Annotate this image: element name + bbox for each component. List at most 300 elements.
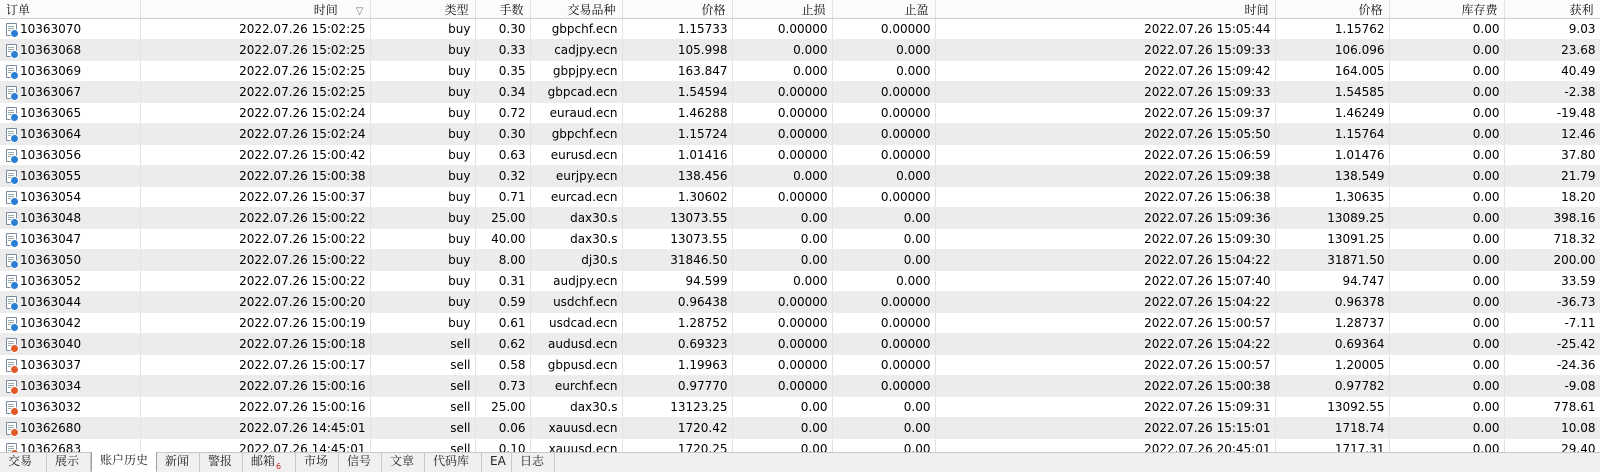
cell-close-price: 1718.74: [1275, 418, 1389, 439]
cell-close-price: 164.005: [1275, 61, 1389, 82]
terminal-tab-bar: [0, 452, 1600, 472]
cell-open-price: 163.847: [622, 61, 732, 82]
column-header-type[interactable]: 类型: [370, 0, 475, 19]
column-header-profit[interactable]: 获利: [1504, 0, 1600, 19]
cell-stop-loss: 0.00000: [732, 19, 832, 40]
cell-swap: 0.00: [1389, 418, 1504, 439]
cell-close-time: 2022.07.26 20:45:01: [935, 439, 1275, 453]
cell-close-time: 2022.07.26 15:04:22: [935, 292, 1275, 313]
cell-take-profit: 0.00000: [832, 376, 935, 397]
cell-open-price: 0.69323: [622, 334, 732, 355]
cell-close-time: 2022.07.26 15:09:31: [935, 397, 1275, 418]
column-header-take-profit[interactable]: 止盈: [832, 0, 935, 19]
cell-swap: 0.00: [1389, 397, 1504, 418]
cell-stop-loss: 0.00000: [732, 376, 832, 397]
cell-volume: 25.00: [475, 208, 530, 229]
cell-open-time: 2022.07.26 15:00:38: [140, 166, 370, 187]
buy-order-icon: [6, 149, 17, 162]
cell-open-price: 31846.50: [622, 250, 732, 271]
table-row[interactable]: [0, 271, 1600, 292]
cell-symbol: eurchf.ecn: [530, 376, 622, 397]
cell-volume: 0.31: [475, 271, 530, 292]
cell-take-profit: 0.00: [832, 397, 935, 418]
cell-order-id: 10363054: [0, 187, 140, 208]
cell-take-profit: 0.00000: [832, 145, 935, 166]
cell-stop-loss: 0.00: [732, 229, 832, 250]
tab-7[interactable]: [339, 453, 382, 472]
cell-take-profit: 0.00000: [832, 292, 935, 313]
table-row[interactable]: [0, 250, 1600, 271]
sell-order-icon: [6, 443, 17, 452]
cell-close-price: 1.15764: [1275, 124, 1389, 145]
sell-order-icon: [6, 359, 17, 372]
cell-profit: 21.79: [1504, 166, 1600, 187]
cell-order-id: 10363064: [0, 124, 140, 145]
cell-close-time: 2022.07.26 15:09:36: [935, 208, 1275, 229]
cell-open-price: 1.46288: [622, 103, 732, 124]
cell-swap: 0.00: [1389, 313, 1504, 334]
buy-order-icon: [6, 44, 17, 57]
cell-close-price: 138.549: [1275, 166, 1389, 187]
cell-volume: 0.34: [475, 82, 530, 103]
cell-open-price: 1720.25: [622, 439, 732, 453]
tab-label: 交易: [8, 454, 33, 468]
cell-volume: 8.00: [475, 250, 530, 271]
tab-label: 邮箱: [251, 454, 276, 468]
cell-order-id: 10363070: [0, 19, 140, 40]
cell-symbol: gbpusd.ecn: [530, 355, 622, 376]
cell-open-price: 1.54594: [622, 82, 732, 103]
cell-close-price: 1.30635: [1275, 187, 1389, 208]
table-row[interactable]: [0, 313, 1600, 334]
cell-symbol: eurusd.ecn: [530, 145, 622, 166]
cell-order-id: 10363040: [0, 334, 140, 355]
cell-profit: 10.08: [1504, 418, 1600, 439]
table-row[interactable]: [0, 103, 1600, 124]
cell-profit: 398.16: [1504, 208, 1600, 229]
cell-stop-loss: 0.00: [732, 397, 832, 418]
buy-order-icon: [6, 275, 17, 288]
cell-open-price: 1.15724: [622, 124, 732, 145]
table-row[interactable]: [0, 208, 1600, 229]
buy-order-icon: [6, 191, 17, 204]
cell-close-time: 2022.07.26 15:06:59: [935, 145, 1275, 166]
cell-trade-type: sell: [370, 418, 475, 439]
cell-close-time: 2022.07.26 15:09:37: [935, 103, 1275, 124]
cell-take-profit: 0.00: [832, 439, 935, 453]
cell-close-price: 13089.25: [1275, 208, 1389, 229]
cell-trade-type: sell: [370, 376, 475, 397]
cell-profit: 29.40: [1504, 439, 1600, 453]
column-header-close-time[interactable]: 时间: [935, 0, 1275, 19]
table-row[interactable]: [0, 187, 1600, 208]
cell-take-profit: 0.000: [832, 271, 935, 292]
cell-open-time: 2022.07.26 15:02:24: [140, 103, 370, 124]
tab-label: 市场: [304, 454, 329, 468]
cell-close-time: 2022.07.26 15:06:38: [935, 187, 1275, 208]
cell-open-price: 13123.25: [622, 397, 732, 418]
cell-trade-type: buy: [370, 103, 475, 124]
cell-profit: 33.59: [1504, 271, 1600, 292]
cell-volume: 0.61: [475, 313, 530, 334]
cell-close-time: 2022.07.26 15:09:33: [935, 82, 1275, 103]
buy-order-icon: [6, 23, 17, 36]
cell-trade-type: buy: [370, 61, 475, 82]
tab-label: 新闻: [165, 454, 190, 468]
cell-open-time: 2022.07.26 15:00:22: [140, 208, 370, 229]
cell-open-time: 2022.07.26 15:00:37: [140, 187, 370, 208]
cell-open-time: 2022.07.26 15:00:42: [140, 145, 370, 166]
buy-order-icon: [6, 254, 17, 267]
cell-trade-type: buy: [370, 82, 475, 103]
cell-swap: 0.00: [1389, 124, 1504, 145]
cell-swap: 0.00: [1389, 103, 1504, 124]
table-row[interactable]: [0, 82, 1600, 103]
cell-trade-type: sell: [370, 397, 475, 418]
column-header-symbol[interactable]: 交易品种: [530, 0, 622, 19]
table-row[interactable]: [0, 334, 1600, 355]
cell-swap: 0.00: [1389, 82, 1504, 103]
tab-4[interactable]: [200, 453, 243, 472]
buy-order-icon: [6, 170, 17, 183]
cell-stop-loss: 0.00000: [732, 355, 832, 376]
cell-symbol: dj30.s: [530, 250, 622, 271]
cell-close-price: 31871.50: [1275, 250, 1389, 271]
cell-trade-type: sell: [370, 334, 475, 355]
sell-order-icon: [6, 380, 17, 393]
buy-order-icon: [6, 128, 17, 141]
cell-order-id: 10363055: [0, 166, 140, 187]
cell-open-price: 13073.55: [622, 208, 732, 229]
cell-open-price: 1.30602: [622, 187, 732, 208]
cell-take-profit: 0.000: [832, 166, 935, 187]
column-header-open-time[interactable]: 时间 ▽: [140, 0, 370, 19]
column-header-close-price[interactable]: 价格: [1275, 0, 1389, 19]
table-row[interactable]: [0, 124, 1600, 145]
cell-swap: 0.00: [1389, 187, 1504, 208]
cell-stop-loss: 0.00000: [732, 103, 832, 124]
cell-stop-loss: 0.00: [732, 418, 832, 439]
cell-swap: 0.00: [1389, 271, 1504, 292]
cell-open-price: 138.456: [622, 166, 732, 187]
cell-stop-loss: 0.00000: [732, 292, 832, 313]
cell-open-price: 105.998: [622, 40, 732, 61]
cell-trade-type: sell: [370, 355, 475, 376]
table-row[interactable]: [0, 145, 1600, 166]
cell-symbol: gbpcad.ecn: [530, 82, 622, 103]
cell-trade-type: buy: [370, 229, 475, 250]
cell-swap: 0.00: [1389, 292, 1504, 313]
tab-11[interactable]: [512, 453, 555, 472]
cell-symbol: audusd.ecn: [530, 334, 622, 355]
cell-close-price: 0.69364: [1275, 334, 1389, 355]
table-row[interactable]: [0, 40, 1600, 61]
cell-open-time: 2022.07.26 15:02:25: [140, 40, 370, 61]
cell-profit: 718.32: [1504, 229, 1600, 250]
cell-take-profit: 0.00: [832, 229, 935, 250]
cell-swap: 0.00: [1389, 439, 1504, 453]
cell-stop-loss: 0.00000: [732, 334, 832, 355]
cell-open-time: 2022.07.26 14:45:01: [140, 439, 370, 453]
cell-symbol: dax30.s: [530, 397, 622, 418]
cell-close-price: 1.54585: [1275, 82, 1389, 103]
cell-open-price: 1.19963: [622, 355, 732, 376]
cell-profit: 37.80: [1504, 145, 1600, 166]
tab-label: 账户历史: [100, 453, 149, 467]
cell-order-id: 10363050: [0, 250, 140, 271]
cell-symbol: dax30.s: [530, 208, 622, 229]
cell-stop-loss: 0.00000: [732, 145, 832, 166]
cell-symbol: gbpchf.ecn: [530, 124, 622, 145]
cell-close-time: 2022.07.26 15:09:42: [935, 61, 1275, 82]
cell-profit: 9.03: [1504, 19, 1600, 40]
sell-order-icon: [6, 338, 17, 351]
tab-6[interactable]: [296, 453, 339, 472]
cell-profit: 778.61: [1504, 397, 1600, 418]
cell-take-profit: 0.00000: [832, 82, 935, 103]
cell-trade-type: sell: [370, 439, 475, 453]
cell-swap: 0.00: [1389, 250, 1504, 271]
cell-order-id: 10363067: [0, 82, 140, 103]
buy-order-icon: [6, 296, 17, 309]
cell-open-price: 1.01416: [622, 145, 732, 166]
cell-close-price: 1717.31: [1275, 439, 1389, 453]
cell-close-time: 2022.07.26 15:07:40: [935, 271, 1275, 292]
column-header-volume[interactable]: 手数: [475, 0, 530, 19]
cell-profit: -9.08: [1504, 376, 1600, 397]
sell-order-icon: [6, 401, 17, 414]
cell-open-price: 94.599: [622, 271, 732, 292]
cell-take-profit: 0.00000: [832, 187, 935, 208]
cell-open-time: 2022.07.26 15:00:16: [140, 376, 370, 397]
cell-stop-loss: 0.00000: [732, 82, 832, 103]
column-header-swap[interactable]: 库存费: [1389, 0, 1504, 19]
cell-close-time: 2022.07.26 15:00:57: [935, 355, 1275, 376]
cell-symbol: euraud.ecn: [530, 103, 622, 124]
cell-swap: 0.00: [1389, 376, 1504, 397]
table-row[interactable]: [0, 166, 1600, 187]
cell-open-price: 1.15733: [622, 19, 732, 40]
cell-close-price: 1.01476: [1275, 145, 1389, 166]
table-header-row: [0, 0, 1600, 19]
cell-open-price: 0.96438: [622, 292, 732, 313]
cell-take-profit: 0.00000: [832, 124, 935, 145]
cell-order-id: 10363068: [0, 40, 140, 61]
cell-symbol: gbpchf.ecn: [530, 19, 622, 40]
cell-close-price: 13092.55: [1275, 397, 1389, 418]
cell-open-price: 1720.42: [622, 418, 732, 439]
cell-order-id: 10363056: [0, 145, 140, 166]
cell-volume: 0.35: [475, 61, 530, 82]
cell-open-time: 2022.07.26 15:00:17: [140, 355, 370, 376]
buy-order-icon: [6, 233, 17, 246]
cell-order-id: 10363044: [0, 292, 140, 313]
table-row[interactable]: [0, 418, 1600, 439]
cell-trade-type: buy: [370, 271, 475, 292]
buy-order-icon: [6, 65, 17, 78]
tab-label: EA: [490, 454, 506, 468]
cell-stop-loss: 0.00000: [732, 187, 832, 208]
sort-descending-icon: ▽: [355, 5, 364, 17]
cell-symbol: cadjpy.ecn: [530, 40, 622, 61]
cell-close-time: 2022.07.26 15:09:38: [935, 166, 1275, 187]
cell-stop-loss: 0.00: [732, 250, 832, 271]
cell-stop-loss: 0.00000: [732, 313, 832, 334]
tab-10[interactable]: [482, 453, 512, 472]
cell-open-time: 2022.07.26 15:02:25: [140, 61, 370, 82]
cell-symbol: usdchf.ecn: [530, 292, 622, 313]
cell-symbol: gbpjpy.ecn: [530, 61, 622, 82]
cell-order-id: 10363048: [0, 208, 140, 229]
column-header-open-price[interactable]: 价格: [622, 0, 732, 19]
tab-label: 文章: [390, 454, 415, 468]
tab-0[interactable]: [0, 453, 47, 472]
cell-open-price: 13073.55: [622, 229, 732, 250]
cell-profit: 12.46: [1504, 124, 1600, 145]
cell-stop-loss: 0.00: [732, 208, 832, 229]
table-row[interactable]: [0, 355, 1600, 376]
cell-profit: 40.49: [1504, 61, 1600, 82]
tab-8[interactable]: [382, 453, 425, 472]
tab-3[interactable]: [157, 453, 200, 472]
cell-open-time: 2022.07.26 15:00:22: [140, 271, 370, 292]
cell-close-price: 94.747: [1275, 271, 1389, 292]
buy-order-icon: [6, 107, 17, 120]
cell-order-id: 10363052: [0, 271, 140, 292]
cell-swap: 0.00: [1389, 208, 1504, 229]
cell-swap: 0.00: [1389, 355, 1504, 376]
cell-take-profit: 0.00000: [832, 313, 935, 334]
cell-volume: 0.33: [475, 40, 530, 61]
buy-order-icon: [6, 317, 17, 330]
table-row[interactable]: [0, 229, 1600, 250]
mail-count-badge: 6: [276, 462, 282, 471]
column-header-stop-loss[interactable]: 止损: [732, 0, 832, 19]
cell-swap: 0.00: [1389, 19, 1504, 40]
cell-close-price: 1.28737: [1275, 313, 1389, 334]
cell-stop-loss: 0.00000: [732, 124, 832, 145]
cell-take-profit: 0.00000: [832, 19, 935, 40]
cell-take-profit: 0.00: [832, 418, 935, 439]
tab-label: 日志: [520, 454, 545, 468]
cell-symbol: eurjpy.ecn: [530, 166, 622, 187]
table-row[interactable]: [0, 61, 1600, 82]
cell-open-time: 2022.07.26 15:00:22: [140, 250, 370, 271]
cell-open-time: 2022.07.26 15:02:25: [140, 19, 370, 40]
cell-order-id: 10363042: [0, 313, 140, 334]
table-row[interactable]: [0, 439, 1600, 453]
cell-stop-loss: 0.000: [732, 40, 832, 61]
cell-trade-type: buy: [370, 145, 475, 166]
cell-stop-loss: 0.000: [732, 271, 832, 292]
cell-volume: 0.72: [475, 103, 530, 124]
cell-close-time: 2022.07.26 15:00:38: [935, 376, 1275, 397]
tab-1[interactable]: [47, 453, 91, 472]
cell-trade-type: buy: [370, 292, 475, 313]
cell-order-id: 10363065: [0, 103, 140, 124]
tab-2[interactable]: [91, 452, 157, 472]
cell-volume: 0.63: [475, 145, 530, 166]
cell-take-profit: 0.000: [832, 61, 935, 82]
table-row[interactable]: [0, 397, 1600, 418]
cell-take-profit: 0.00: [832, 208, 935, 229]
cell-open-price: 0.97770: [622, 376, 732, 397]
cell-close-time: 2022.07.26 15:05:50: [935, 124, 1275, 145]
cell-volume: 0.59: [475, 292, 530, 313]
tab-label: 展示: [55, 454, 80, 468]
cell-trade-type: buy: [370, 124, 475, 145]
cell-swap: 0.00: [1389, 166, 1504, 187]
cell-symbol: audjpy.ecn: [530, 271, 622, 292]
cell-order-id: 10363032: [0, 397, 140, 418]
cell-volume: 0.73: [475, 376, 530, 397]
cell-open-time: 2022.07.26 15:00:19: [140, 313, 370, 334]
cell-swap: 0.00: [1389, 334, 1504, 355]
cell-order-id: 10363069: [0, 61, 140, 82]
tab-label: 信号: [347, 454, 372, 468]
cell-symbol: xauusd.ecn: [530, 418, 622, 439]
cell-profit: 200.00: [1504, 250, 1600, 271]
cell-volume: 0.62: [475, 334, 530, 355]
cell-swap: 0.00: [1389, 61, 1504, 82]
cell-close-price: 1.20005: [1275, 355, 1389, 376]
cell-close-price: 1.46249: [1275, 103, 1389, 124]
cell-stop-loss: 0.000: [732, 166, 832, 187]
cell-trade-type: buy: [370, 313, 475, 334]
tab-label: 代码库: [433, 454, 470, 468]
cell-volume: 25.00: [475, 397, 530, 418]
cell-volume: 0.58: [475, 355, 530, 376]
cell-open-time: 2022.07.26 15:00:16: [140, 397, 370, 418]
cell-close-price: 1.15762: [1275, 19, 1389, 40]
cell-volume: 0.30: [475, 124, 530, 145]
cell-take-profit: 0.00000: [832, 355, 935, 376]
cell-take-profit: 0.00000: [832, 334, 935, 355]
cell-symbol: usdcad.ecn: [530, 313, 622, 334]
cell-open-time: 2022.07.26 15:00:20: [140, 292, 370, 313]
cell-order-id: 10363047: [0, 229, 140, 250]
tab-5[interactable]: [243, 453, 296, 472]
tab-9[interactable]: [425, 453, 482, 472]
table-row[interactable]: [0, 292, 1600, 313]
cell-volume: 0.71: [475, 187, 530, 208]
cell-order-id: 10363034: [0, 376, 140, 397]
cell-volume: 0.06: [475, 418, 530, 439]
cell-close-price: 106.096: [1275, 40, 1389, 61]
cell-swap: 0.00: [1389, 229, 1504, 250]
table-row[interactable]: [0, 376, 1600, 397]
cell-order-id: 10362683: [0, 439, 140, 453]
cell-stop-loss: 0.00: [732, 439, 832, 453]
cell-close-price: 13091.25: [1275, 229, 1389, 250]
cell-close-time: 2022.07.26 15:15:01: [935, 418, 1275, 439]
cell-take-profit: 0.00000: [832, 103, 935, 124]
cell-order-id: 10363037: [0, 355, 140, 376]
cell-profit: -24.36: [1504, 355, 1600, 376]
column-header-order[interactable]: 订单: [0, 0, 140, 19]
cell-trade-type: buy: [370, 19, 475, 40]
table-row[interactable]: [0, 19, 1600, 40]
cell-open-time: 2022.07.26 15:02:25: [140, 82, 370, 103]
cell-close-time: 2022.07.26 15:05:44: [935, 19, 1275, 40]
cell-open-time: 2022.07.26 15:00:18: [140, 334, 370, 355]
cell-swap: 0.00: [1389, 145, 1504, 166]
cell-volume: 0.30: [475, 19, 530, 40]
cell-open-time: 2022.07.26 14:45:01: [140, 418, 370, 439]
cell-close-price: 0.96378: [1275, 292, 1389, 313]
cell-close-time: 2022.07.26 15:09:30: [935, 229, 1275, 250]
cell-take-profit: 0.000: [832, 40, 935, 61]
